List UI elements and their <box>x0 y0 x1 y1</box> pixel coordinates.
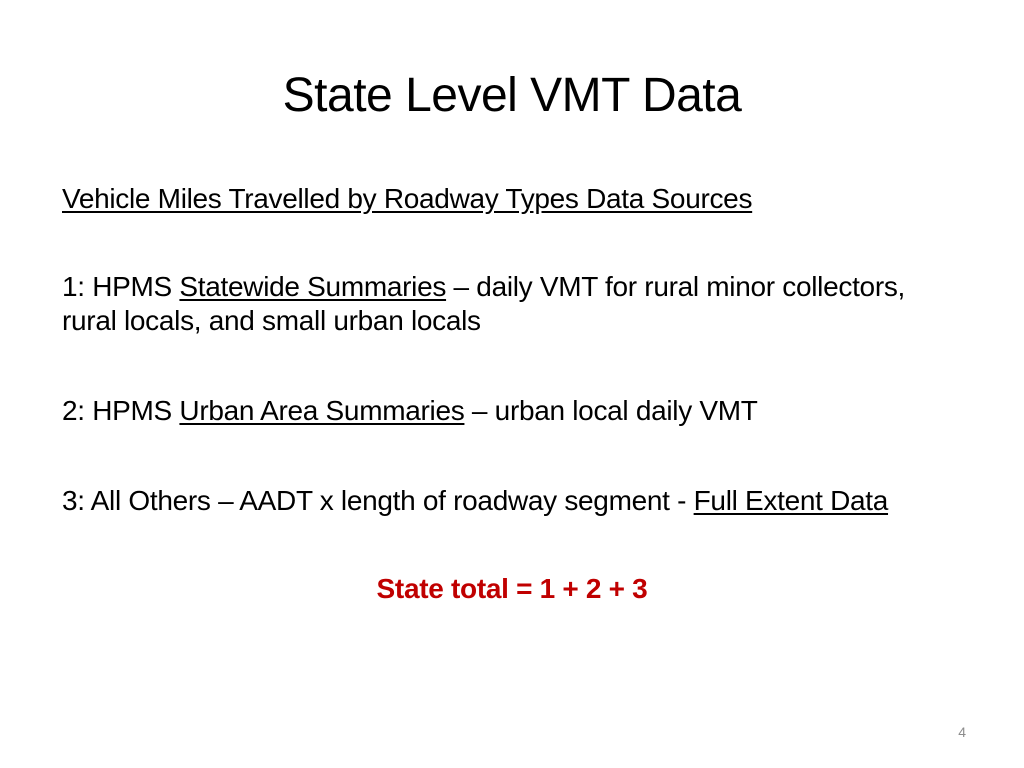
source-item-3-emphasis: Full Extent Data <box>693 485 889 516</box>
source-item-2-suffix: – urban local daily VMT <box>464 395 758 426</box>
slide-title: State Level VMT Data <box>282 69 742 122</box>
source-item-2 <box>62 394 962 428</box>
source-item-2-prefix: 2: HPMS <box>62 395 180 426</box>
source-item-2-emphasis: Urban Area Summaries <box>179 395 465 426</box>
source-item-1-emphasis: Statewide Summaries <box>179 271 447 302</box>
state-total-formula: State total = 1 + 2 + 3 <box>376 573 648 604</box>
source-item-3 <box>62 484 962 518</box>
source-item-1-prefix: 1: HPMS <box>62 271 180 302</box>
section-heading: Vehicle Miles Travelled by Roadway Types Data Sources <box>62 183 753 214</box>
source-item-1 <box>62 270 962 338</box>
slide-body <box>62 182 962 606</box>
source-item-1-suffix: – daily VMT for rural minor collectors, rural locals, and small urban locals <box>62 271 906 336</box>
source-item-3-prefix: 3: All Others – AADT x length of roadway segment - <box>62 485 694 516</box>
page-number: 4 <box>958 724 966 740</box>
